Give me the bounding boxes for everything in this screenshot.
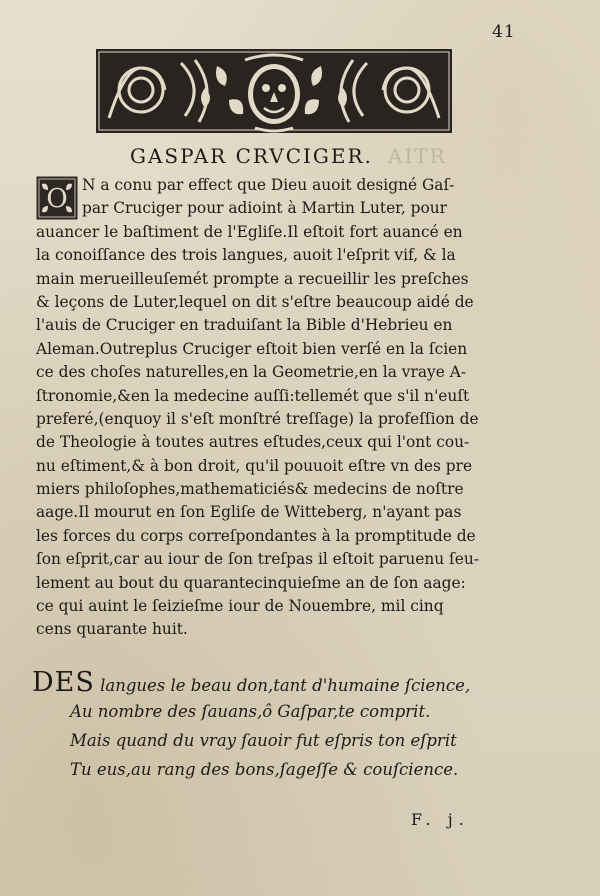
text-line: l'auis de Cruciger en traduiſant la Bible d'Hebrieu en — [36, 316, 453, 335]
text-line: ce des choſes naturelles,en la Geometrie,en la vraye A- — [36, 363, 467, 382]
text-line: cens quarante huit. — [36, 620, 188, 639]
text-line: ſon eſprit,car au iour de ſon treſpas il eſtoit paruenu ſeu- — [36, 550, 479, 569]
show-through-text: AITR — [388, 144, 447, 168]
signature-mark: F. j. — [411, 810, 470, 829]
text-line: main merueilleuſemét prompte a recueillir les preſches — [36, 269, 469, 288]
text-line: lement au bout du quarantecinquieſme an de ſon aage: — [36, 573, 466, 592]
text-line: ce qui auint le ſeizieſme iour de Nouembre, mil cinq — [36, 597, 444, 616]
text-line: ſtronomie,&en la medecine auſſi:tellemét que s'il n'euſt — [36, 386, 470, 405]
text-line: nu eſtiment,& à bon droit, qu'il pouuoit eſtre vn des pre — [36, 456, 473, 475]
svg-text:O: O — [46, 184, 68, 214]
verse-line: Au nombre des ſauans,ô Gaſpar,te comprit. — [70, 702, 431, 721]
verse-line: Mais quand du vray ſauoir fut eſpris ton eſprit — [70, 731, 457, 750]
text-line: les forces du corps correſpondantes à la promptitude de — [36, 526, 476, 545]
text-line: aage.Il mourut en ſon Egliſe de Witteberg, n'ayant pas — [36, 503, 462, 522]
page-number: 41 — [492, 22, 516, 42]
text-line: de Theologie à toutes autres eſtudes,ceux qui l'ont cou- — [36, 433, 470, 452]
text-line: Aleman.Outreplus Cruciger eſtoit bien verſé en la ſcien — [36, 339, 468, 358]
text-line: la conoiſſance des trois langues, auoit l'eſprit vif, & la — [36, 246, 456, 265]
text-line: preferé,(enquoy il s'eſt monſtré treſſage) la profeſſion de — [36, 409, 479, 428]
text-line: par Cruciger pour adioint à Martin Luter, pour — [82, 199, 448, 218]
verse-initial: DES — [32, 667, 95, 698]
chapter-heading: GASPAR CRVCIGER. — [130, 144, 373, 168]
epigram-verse — [32, 668, 492, 784]
text-line: & leçons de Luter,lequel on dit s'eſtre beaucoup aidé de — [36, 292, 474, 311]
text-line: miers philoſophes,mathematiciés& medecins de noſtre — [36, 480, 464, 499]
verse-line: Tu eus,au rang des bons,ſageſſe & couſcience. — [70, 760, 459, 779]
text-line: N a conu par effect que Dieu auoit designé Gaſ- — [82, 176, 455, 194]
text-line: auancer le baſtiment de l'Egliſe.Il eſtoit fort auancé en — [36, 222, 463, 241]
verse-line — [32, 668, 492, 697]
woodcut-headpiece-ornament — [95, 48, 453, 134]
biography-paragraph — [36, 174, 524, 642]
verse-line-text: langues le beau don,tant d'humaine ſcience, — [94, 676, 471, 695]
